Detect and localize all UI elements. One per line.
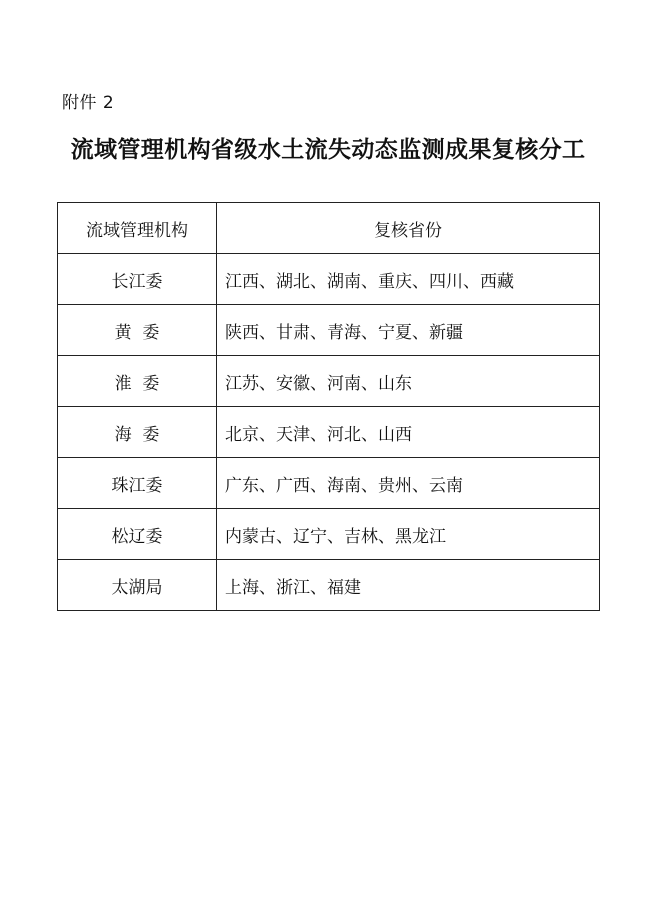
provinces-cell: 内蒙古、辽宁、吉林、黑龙江 [217, 509, 600, 560]
document-title: 流域管理机构省级水土流失动态监测成果复核分工 [70, 137, 586, 163]
provinces-cell: 江西、湖北、湖南、重庆、四川、西藏 [217, 254, 600, 305]
provinces-cell: 江苏、安徽、河南、山东 [217, 356, 600, 407]
org-cell: 长江委 [58, 254, 217, 305]
table-row [58, 560, 600, 611]
table-row [58, 509, 600, 560]
provinces-cell: 上海、浙江、福建 [217, 560, 600, 611]
provinces-cell: 陕西、甘肃、青海、宁夏、新疆 [217, 305, 600, 356]
table-header-row [58, 203, 600, 254]
org-cell: 淮 委 [58, 356, 217, 407]
table-row [58, 407, 600, 458]
org-cell: 海 委 [58, 407, 217, 458]
table-row [58, 458, 600, 509]
table-row [58, 305, 600, 356]
provinces-cell: 广东、广西、海南、贵州、云南 [217, 458, 600, 509]
header-provinces: 复核省份 [217, 203, 600, 254]
table-row [58, 254, 600, 305]
org-cell: 珠江委 [58, 458, 217, 509]
org-cell: 黄 委 [58, 305, 217, 356]
header-org: 流域管理机构 [58, 203, 217, 254]
provinces-cell: 北京、天津、河北、山西 [217, 407, 600, 458]
review-assignment-table [57, 202, 600, 611]
org-cell: 松辽委 [58, 509, 217, 560]
attachment-label: 附件 2 [62, 93, 115, 113]
table-row [58, 356, 600, 407]
org-cell: 太湖局 [58, 560, 217, 611]
